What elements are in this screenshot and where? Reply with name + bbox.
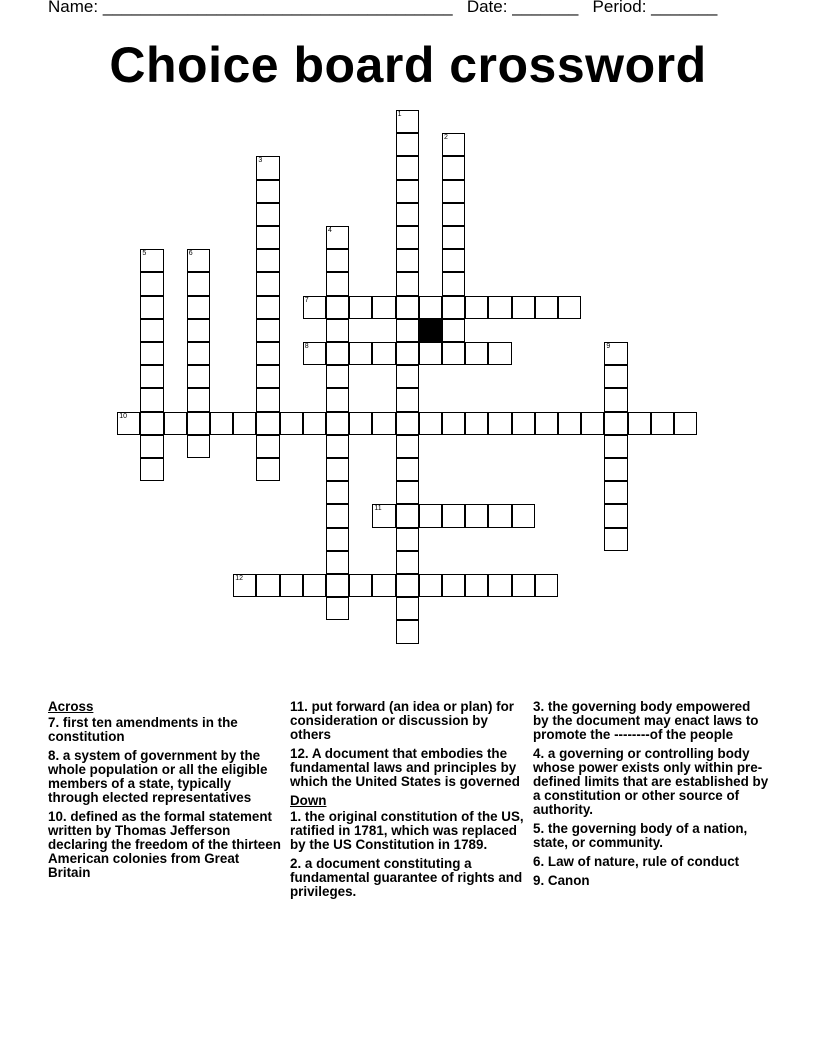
crossword-cell[interactable] (140, 412, 163, 435)
crossword-cell[interactable] (372, 574, 395, 597)
crossword-cell[interactable] (164, 412, 187, 435)
crossword-cell[interactable] (256, 574, 279, 597)
crossword-cell[interactable] (326, 412, 349, 435)
clue-down-5: 5. the governing body of a nation, state, or community. (533, 821, 748, 850)
crossword-cell[interactable] (396, 180, 419, 203)
crossword-cell[interactable] (256, 272, 279, 295)
crossword-cell[interactable] (396, 435, 419, 458)
crossword-cell[interactable] (535, 574, 558, 597)
clue-across-11: 11. put forward (an idea or plan) for consideration or discussion by others (290, 699, 514, 742)
crossword-cell[interactable] (512, 574, 535, 597)
crossword-cell[interactable] (140, 296, 163, 319)
clue-down-2: 2. a document constituting a fundamental guarantee of rights and privileges. (290, 856, 523, 899)
crossword-cell[interactable] (604, 365, 627, 388)
clue-across-10: 10. defined as the formal statement written by Thomas Jefferson declaring the freedom of the thirteen American colonies from Great Britain (48, 809, 281, 880)
crossword-cell[interactable] (326, 481, 349, 504)
crossword-cell[interactable] (372, 342, 395, 365)
crossword-cell[interactable] (256, 180, 279, 203)
crossword-cell[interactable] (442, 272, 465, 295)
crossword-cell[interactable] (187, 435, 210, 458)
clue-number: 6 (188, 250, 193, 258)
crossword-cell[interactable] (488, 574, 511, 597)
crossword-cell[interactable] (396, 597, 419, 620)
crossword-cell[interactable] (396, 528, 419, 551)
crossword-cell[interactable] (442, 203, 465, 226)
crossword-cell[interactable] (256, 458, 279, 481)
crossword-cell[interactable] (465, 342, 488, 365)
crossword-cell[interactable] (140, 272, 163, 295)
crossword-cell[interactable] (326, 458, 349, 481)
crossword-cell[interactable] (581, 412, 604, 435)
crossword-cell[interactable] (604, 481, 627, 504)
crossword-cell[interactable] (396, 226, 419, 249)
crossword-cell[interactable] (187, 296, 210, 319)
crossword-cell[interactable] (326, 272, 349, 295)
crossword-cell[interactable] (396, 388, 419, 411)
crossword-cell[interactable] (372, 296, 395, 319)
clues-column-3 (533, 700, 769, 893)
crossword-cell[interactable] (372, 412, 395, 435)
crossword-cell[interactable] (558, 296, 581, 319)
crossword-cell[interactable] (140, 342, 163, 365)
crossword-cell[interactable] (419, 412, 442, 435)
clue-down-1: 1. the original constitution of the US, ratified in 1781, which was replaced by the US Constitution in 1789. (290, 809, 524, 852)
clue-number: 7 (304, 296, 309, 304)
crossword-cell[interactable] (396, 620, 419, 643)
crossword-cell[interactable] (396, 296, 419, 319)
clue-number: 8 (304, 343, 309, 350)
clue-across-8: 8. a system of government by the whole population or all the eligible members of a state, typically through elected representatives (48, 748, 268, 805)
date-label: Date: (466, 0, 508, 16)
crossword-cell[interactable] (256, 319, 279, 342)
crossword-cell[interactable] (488, 504, 511, 527)
crossword-cell[interactable] (256, 296, 279, 319)
clue-number: 2 (444, 134, 448, 142)
crossword-cell[interactable] (256, 388, 279, 411)
crossword-cell[interactable] (442, 319, 465, 342)
crossword-cell[interactable] (256, 156, 279, 179)
crossword-cell[interactable] (396, 110, 419, 133)
crossword-cell[interactable] (280, 412, 303, 435)
crossword-cell[interactable] (396, 342, 419, 365)
crossword-cell[interactable] (488, 412, 511, 435)
crossword-cell[interactable] (604, 458, 627, 481)
crossword-cell[interactable] (256, 435, 279, 458)
clue-down-6: 6. Law of nature, rule of conduct (533, 854, 740, 869)
clue-down-3: 3. the governing body empowered by the document may enact laws to promote the --------of the people (533, 699, 759, 742)
crossword-cell[interactable] (396, 133, 419, 156)
crossword-cell[interactable] (349, 574, 372, 597)
crossword-cell[interactable] (442, 574, 465, 597)
crossword-cell[interactable] (140, 319, 163, 342)
crossword-cell[interactable] (117, 412, 140, 435)
clue-number: 9 (606, 343, 611, 350)
crossword-cell[interactable] (372, 504, 395, 527)
across-heading: Across (48, 699, 94, 714)
crossword-cell[interactable] (233, 412, 256, 435)
crossword-cell[interactable] (396, 249, 419, 272)
crossword-cell[interactable] (140, 249, 163, 272)
crossword-cell[interactable] (442, 180, 465, 203)
crossword-cell[interactable] (140, 388, 163, 411)
crossword-cell[interactable] (140, 365, 163, 388)
crossword-cell[interactable] (187, 249, 210, 272)
clues-column-2 (290, 700, 526, 904)
crossword-cell[interactable] (326, 388, 349, 411)
clue-across-7: 7. first ten amendments in the constitution (48, 715, 238, 744)
name-blank[interactable]: _____________________________________ (102, 0, 453, 16)
crossword-cell[interactable] (512, 296, 535, 319)
crossword-cell[interactable] (396, 481, 419, 504)
crossword-cell[interactable] (465, 574, 488, 597)
crossword-cell[interactable] (140, 458, 163, 481)
date-blank[interactable]: _______ (512, 0, 579, 16)
crossword-cell[interactable] (442, 342, 465, 365)
crossword-cell[interactable] (419, 574, 442, 597)
crossword-cell[interactable] (326, 342, 349, 365)
crossword-cell[interactable] (326, 551, 349, 574)
crossword-cell[interactable] (419, 504, 442, 527)
crossword-cell[interactable] (396, 412, 419, 435)
clue-across-12: 12. A document that embodies the fundamental laws and principles by which the United States is governed (290, 746, 520, 789)
crossword-cell[interactable] (326, 504, 349, 527)
crossword-cell[interactable] (604, 504, 627, 527)
crossword-cell[interactable] (326, 365, 349, 388)
crossword-cell[interactable] (512, 412, 535, 435)
crossword-cell[interactable] (210, 412, 233, 435)
crossword-cell[interactable] (604, 388, 627, 411)
crossword-cell[interactable] (419, 342, 442, 365)
crossword-cell[interactable] (465, 504, 488, 527)
crossword-cell[interactable] (140, 435, 163, 458)
crossword-cell[interactable] (488, 342, 511, 365)
crossword-cell[interactable] (349, 412, 372, 435)
crossword-cell[interactable] (604, 342, 627, 365)
crossword-cell[interactable] (442, 226, 465, 249)
period-label: Period: (592, 0, 647, 16)
clue-down-9: 9. Canon (533, 873, 590, 888)
crossword-cell[interactable] (326, 296, 349, 319)
crossword-cell[interactable] (396, 272, 419, 295)
crossword-cell[interactable] (442, 504, 465, 527)
crossword-cell[interactable] (349, 342, 372, 365)
crossword-cell[interactable] (442, 156, 465, 179)
name-label: Name: (48, 0, 99, 16)
crossword-cell[interactable] (326, 226, 349, 249)
clue-number: 12 (235, 575, 243, 582)
crossword-cell[interactable] (187, 272, 210, 295)
crossword-cell[interactable] (396, 365, 419, 388)
crossword-cell[interactable] (396, 203, 419, 226)
black-square (419, 319, 442, 342)
crossword-cell[interactable] (187, 342, 210, 365)
crossword-cell[interactable] (604, 412, 627, 435)
crossword-cell[interactable] (442, 133, 465, 156)
clue-number: 4 (328, 227, 332, 234)
crossword-cell[interactable] (349, 296, 372, 319)
crossword-cell[interactable] (256, 365, 279, 388)
crossword-cell[interactable] (256, 412, 279, 435)
crossword-cell[interactable] (396, 551, 419, 574)
clue-number: 5 (142, 250, 147, 258)
crossword-cell[interactable] (326, 574, 349, 597)
crossword-cell[interactable] (326, 528, 349, 551)
crossword-cell[interactable] (442, 249, 465, 272)
crossword-cell[interactable] (396, 156, 419, 179)
crossword-cell[interactable] (535, 412, 558, 435)
crossword-cell[interactable] (396, 504, 419, 527)
clue-number: 10 (119, 412, 127, 420)
clue-number: 3 (258, 157, 263, 165)
crossword-cell[interactable] (465, 412, 488, 435)
crossword-cell[interactable] (303, 342, 326, 365)
crossword-cell[interactable] (303, 412, 326, 435)
crossword-cell[interactable] (326, 435, 349, 458)
crossword-cell[interactable] (419, 296, 442, 319)
crossword-cell[interactable] (604, 528, 627, 551)
crossword-cell[interactable] (651, 412, 674, 435)
crossword-cell[interactable] (558, 412, 581, 435)
page-title: Choice board crossword (109, 37, 707, 93)
clue-number: 11 (374, 505, 382, 513)
crossword-cell[interactable] (326, 319, 349, 342)
crossword-cell[interactable] (628, 412, 651, 435)
crossword-cell[interactable] (187, 365, 210, 388)
period-blank[interactable]: _______ (651, 0, 718, 16)
crossword-cell[interactable] (187, 319, 210, 342)
crossword-cell[interactable] (326, 597, 349, 620)
down-heading: Down (290, 793, 327, 808)
crossword-cell[interactable] (303, 574, 326, 597)
crossword-cell[interactable] (187, 388, 210, 411)
crossword-cell[interactable] (326, 249, 349, 272)
crossword-cell[interactable] (535, 296, 558, 319)
crossword-cell[interactable] (280, 574, 303, 597)
crossword-cell[interactable] (442, 296, 465, 319)
crossword-cell[interactable] (442, 412, 465, 435)
crossword-cell[interactable] (396, 319, 419, 342)
clue-number: 1 (397, 111, 402, 118)
crossword-cell[interactable] (488, 296, 511, 319)
crossword-cell[interactable] (256, 249, 279, 272)
crossword-cell[interactable] (187, 412, 210, 435)
crossword-cell[interactable] (396, 574, 419, 597)
clue-down-4: 4. a governing or controlling body whose power exists only within pre-defined limits that are established by a constitution or other source of authority. (533, 746, 769, 817)
crossword-cell[interactable] (303, 296, 326, 319)
crossword-cell[interactable] (396, 458, 419, 481)
clues-column-1 (48, 700, 284, 885)
crossword-cell[interactable] (256, 342, 279, 365)
crossword-cell[interactable] (674, 412, 697, 435)
crossword-cell[interactable] (256, 203, 279, 226)
crossword-cell[interactable] (233, 574, 256, 597)
crossword-cell[interactable] (465, 296, 488, 319)
crossword-cell[interactable] (604, 435, 627, 458)
crossword-cell[interactable] (512, 504, 535, 527)
crossword-cell[interactable] (256, 226, 279, 249)
